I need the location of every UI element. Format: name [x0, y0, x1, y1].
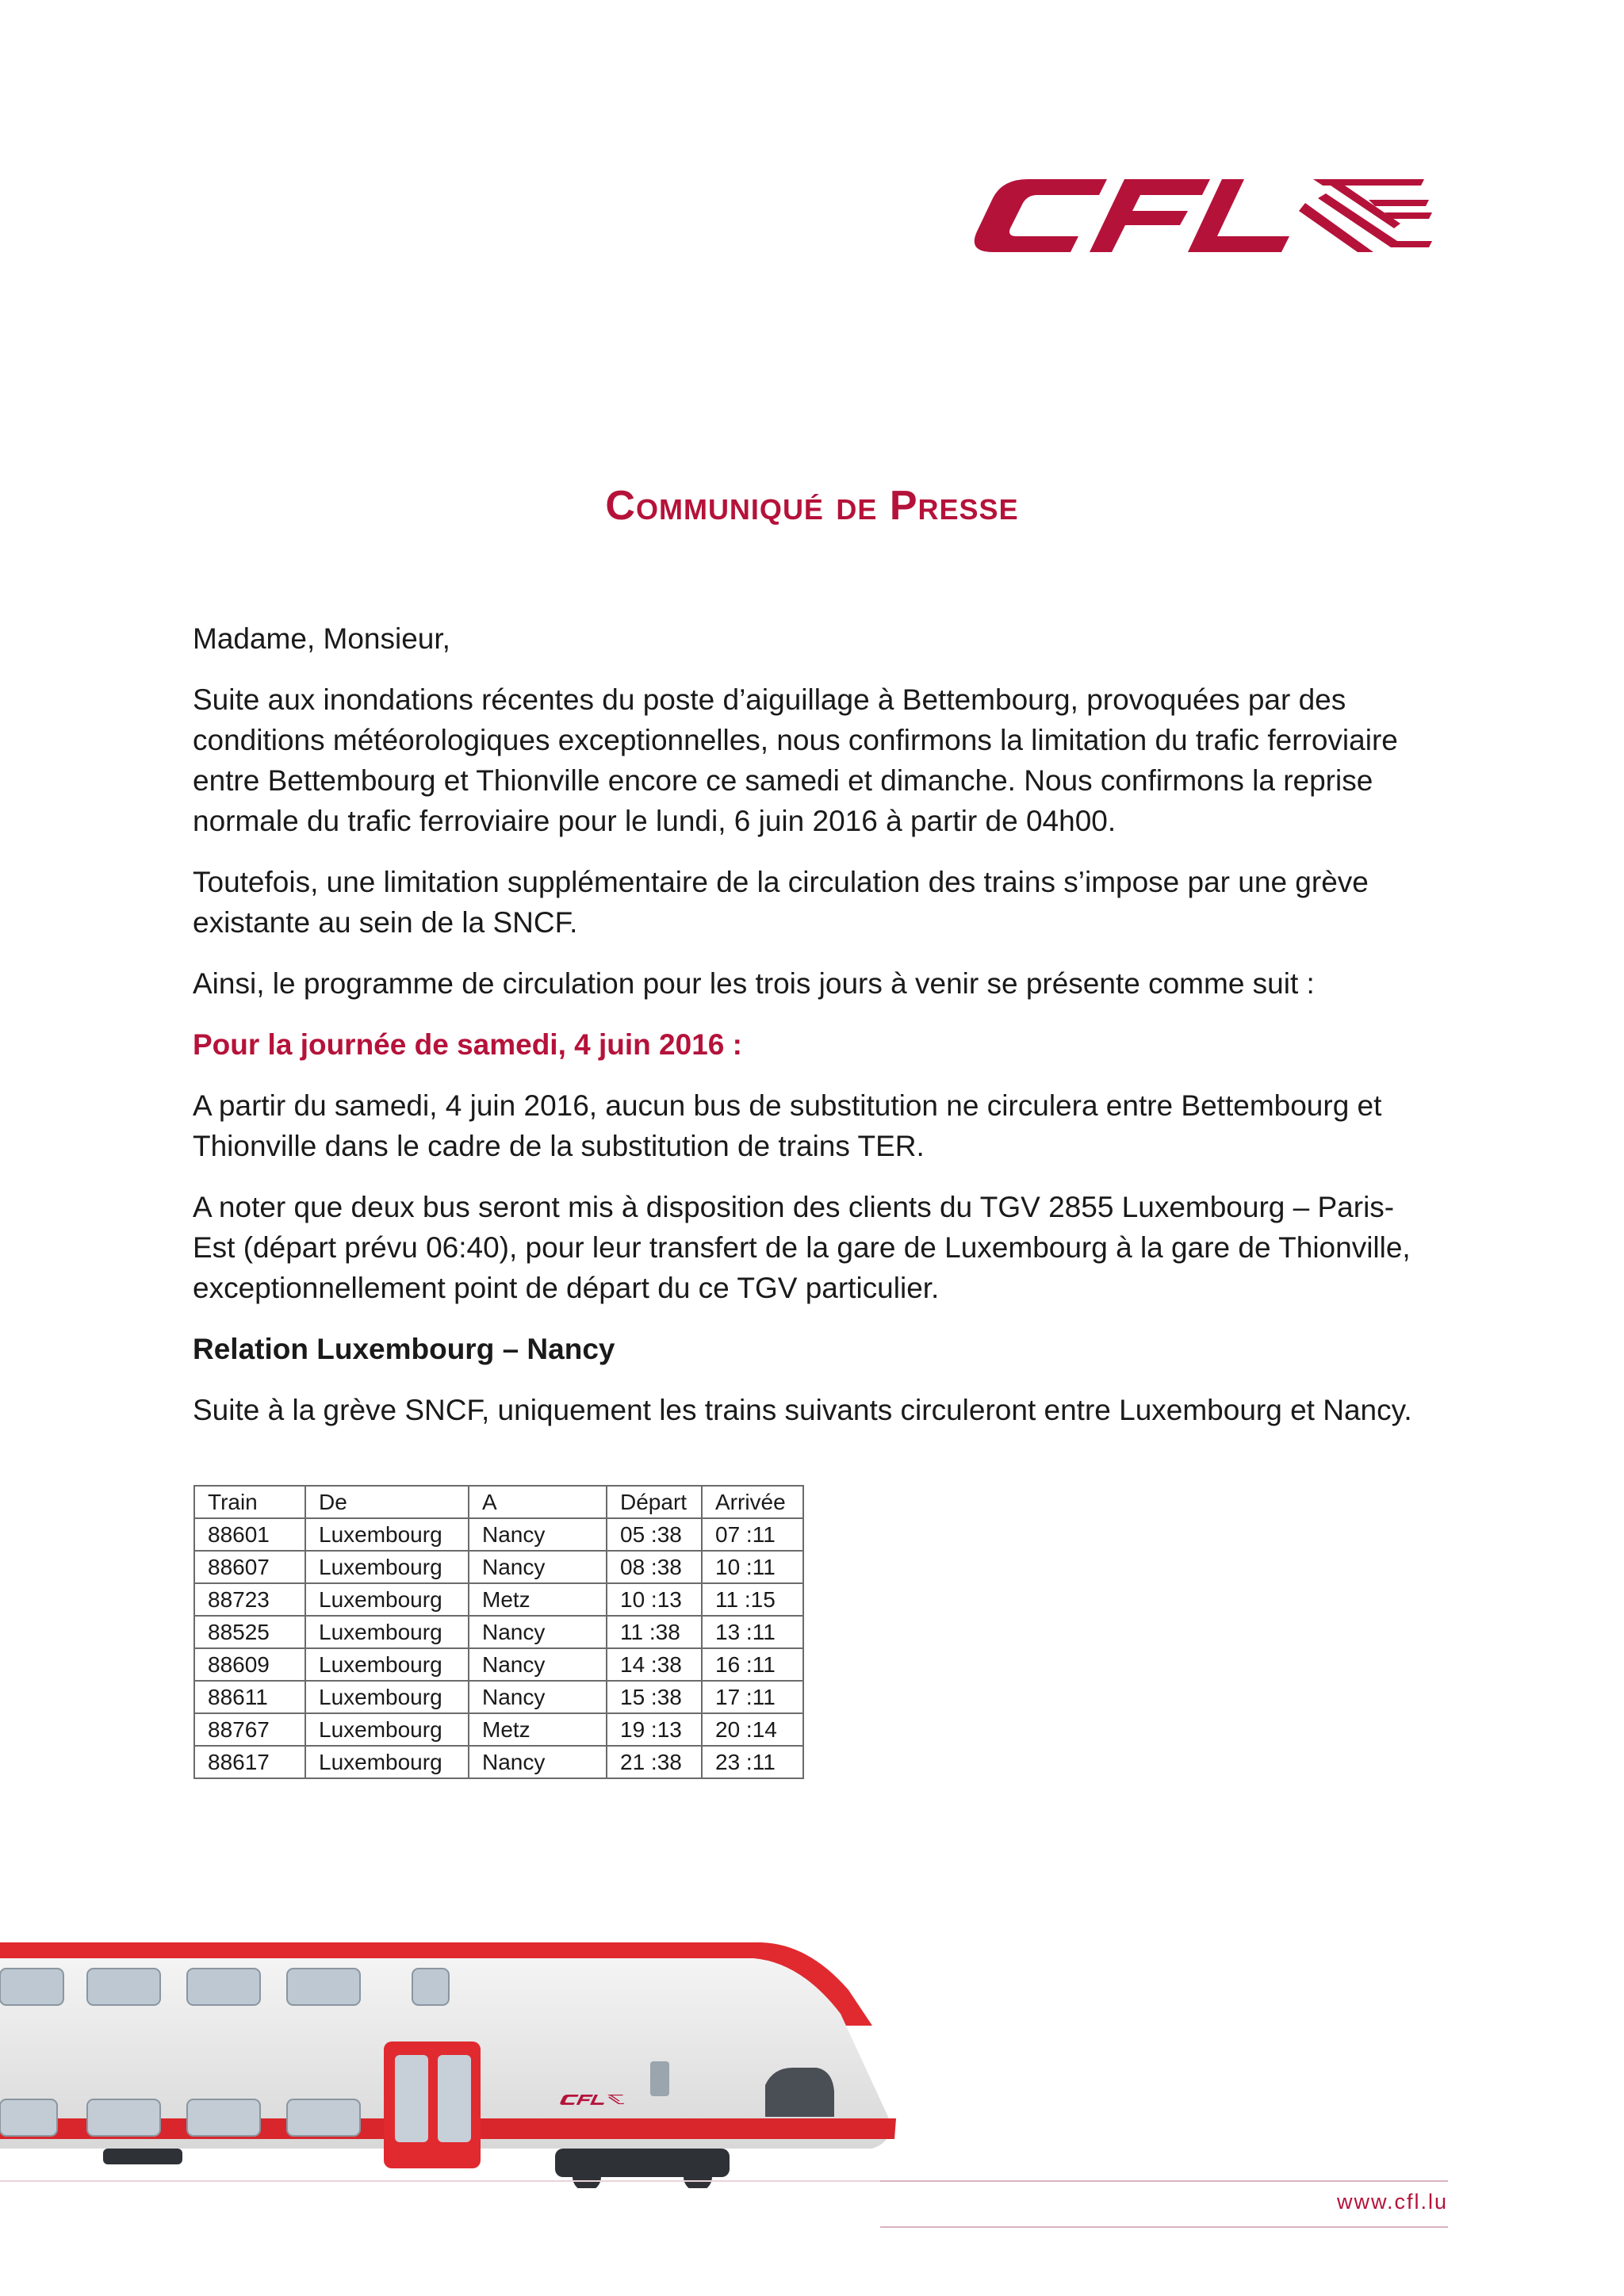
table-cell: 19 :13 [607, 1713, 702, 1746]
table-cell: Luxembourg [305, 1681, 469, 1713]
paragraph-flooding: Suite aux inondations récentes du poste d’aiguillage à Bettembourg, provoquées par des conditions météorologiques exceptionnelles, nous confirmons la limitation du trafic ferroviaire entre Bettembourg et Thionville encore ce samedi et dimanche. Nous confirmons la reprise normale du trafic ferroviaire pour le lundi, 6 juin 2016 à partir de 04h00. [193, 683, 1398, 837]
column-header: De [305, 1486, 469, 1518]
table-cell: 17 :11 [702, 1681, 803, 1713]
table-row [194, 1551, 803, 1583]
table-cell: 13 :11 [702, 1616, 803, 1648]
footer-divider-left [0, 2180, 880, 2182]
table-cell: 08 :38 [607, 1551, 702, 1583]
table-cell: 10 :11 [702, 1551, 803, 1583]
table-cell: 11 :38 [607, 1616, 702, 1648]
table-cell: 88611 [194, 1681, 305, 1713]
paragraph-trains: Suite à la grève SNCF, uniquement les trains suivants circuleront entre Luxembourg et Nancy. [193, 1394, 1412, 1426]
salutation: Madame, Monsieur, [193, 622, 450, 655]
table-row [194, 1518, 803, 1551]
paragraph-strike: Toutefois, une limitation supplémentaire de la circulation des trains s’impose par une grève existante au sein de la SNCF. [193, 866, 1369, 939]
table-cell: Luxembourg [305, 1746, 469, 1778]
table-cell: Metz [469, 1713, 607, 1746]
table-cell: 88609 [194, 1648, 305, 1681]
table-cell: 88617 [194, 1746, 305, 1778]
table-cell: Nancy [469, 1746, 607, 1778]
train-illustration [0, 1887, 928, 2188]
paragraph-no-bus: A partir du samedi, 4 juin 2016, aucun bus de substitution ne circulera entre Bettembourg et Thionville dans le cadre de la substitution de trains TER. [193, 1089, 1382, 1162]
table-cell: Luxembourg [305, 1583, 469, 1616]
table-header-row [194, 1486, 803, 1518]
table-cell: Luxembourg [305, 1518, 469, 1551]
table-row [194, 1681, 803, 1713]
page-title: Communiqué de Presse [605, 483, 1019, 529]
table-cell: Luxembourg [305, 1713, 469, 1746]
table-cell: 20 :14 [702, 1713, 803, 1746]
table-cell: Nancy [469, 1518, 607, 1551]
table-row [194, 1746, 803, 1778]
table-cell: 07 :11 [702, 1518, 803, 1551]
train-schedule-table [193, 1485, 804, 1779]
table-cell: 16 :11 [702, 1648, 803, 1681]
subheading-relation: Relation Luxembourg – Nancy [193, 1333, 615, 1365]
table-cell: Nancy [469, 1681, 607, 1713]
column-header: A [469, 1486, 607, 1518]
table-cell: 88607 [194, 1551, 305, 1583]
table-cell: 14 :38 [607, 1648, 702, 1681]
table-cell: Nancy [469, 1616, 607, 1648]
table-cell: 88601 [194, 1518, 305, 1551]
column-header: Arrivée [702, 1486, 803, 1518]
table-cell: 05 :38 [607, 1518, 702, 1551]
table-cell: Luxembourg [305, 1616, 469, 1648]
table-cell: Luxembourg [305, 1648, 469, 1681]
column-header: Train [194, 1486, 305, 1518]
table-row [194, 1648, 803, 1681]
footer-divider [880, 2180, 1448, 2182]
table-cell: 23 :11 [702, 1746, 803, 1778]
table-cell: 15 :38 [607, 1681, 702, 1713]
table-cell: Nancy [469, 1648, 607, 1681]
paragraph-tgv: A noter que deux bus seront mis à disposition des clients du TGV 2855 Luxembourg – Paris-Est (départ prévu 06:40), pour leur transfert de la gare de Luxembourg à la gare de Thionville, exceptionnellement point de départ du ce TGV particulier. [193, 1191, 1411, 1304]
paragraph-program: Ainsi, le programme de circulation pour les trois jours à venir se présente comme suit : [193, 967, 1315, 1000]
table-cell: 11 :15 [702, 1583, 803, 1616]
table-cell: 88525 [194, 1616, 305, 1648]
table-row [194, 1616, 803, 1648]
table-cell: 88767 [194, 1713, 305, 1746]
press-release-body [193, 618, 1430, 1451]
column-header: Départ [607, 1486, 702, 1518]
table-cell: 88723 [194, 1583, 305, 1616]
subheading-saturday: Pour la journée de samedi, 4 juin 2016 : [193, 1028, 742, 1061]
footer-website-link[interactable]: www.cfl.lu [1336, 2190, 1448, 2214]
footer-divider-bottom [880, 2226, 1448, 2228]
cfl-logo [972, 179, 1432, 252]
table-cell: Luxembourg [305, 1551, 469, 1583]
table-row [194, 1583, 803, 1616]
table-row [194, 1713, 803, 1746]
table-cell: Nancy [469, 1551, 607, 1583]
table-cell: 21 :38 [607, 1746, 702, 1778]
table-cell: Metz [469, 1583, 607, 1616]
table-cell: 10 :13 [607, 1583, 702, 1616]
